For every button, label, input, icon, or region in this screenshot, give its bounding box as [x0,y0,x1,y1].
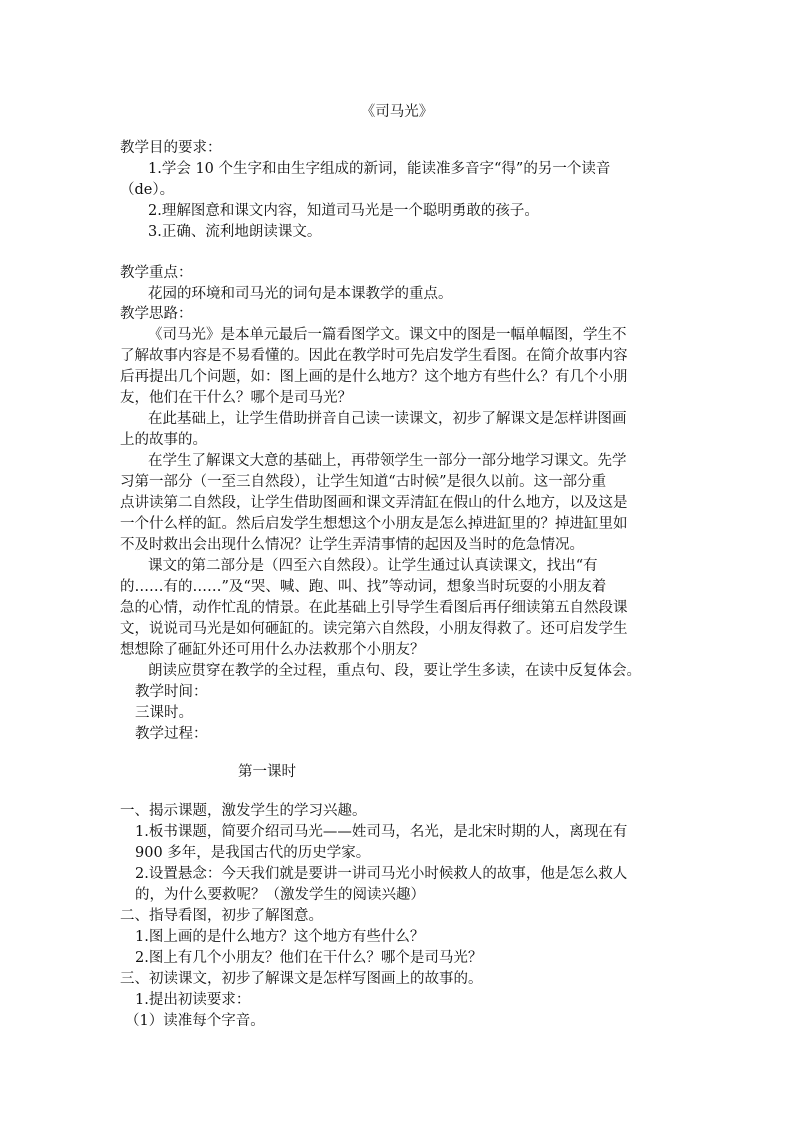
paragraph-line: 课文的第二部分是（四至六自然段）。让学生通过认真读课文，找出“有 [148,558,598,574]
page-title: 《司马光》 [360,104,434,120]
objective-1-cont: （de）。 [120,182,175,198]
lesson-heading: 第一课时 [238,764,296,780]
step-item: 1.板书课题，简要介绍司马光——姓司马，名光，是北宋时期的人，离现在有 [135,824,628,840]
objective-2: 2.理解图意和课文内容，知道司马光是一个聪明勇敢的孩子。 [148,203,539,219]
paragraph-line: 了解故事内容是不易看懂的。因此在教学时可先启发学生看图。在简介故事内容 [120,348,628,364]
step-heading-1: 一、揭示课题，激发学生的学习兴趣。 [120,803,367,819]
section-heading-process: 教学过程： [135,726,208,742]
paragraph-line: 友，他们在干什么？哪个是司马光？ [120,390,352,406]
paragraph-line: 在此基础上，让学生借助拼音自己读一读课文，初步了解课文是怎样讲图画 [148,411,627,427]
step-heading-2: 二、指导看图，初步了解图意。 [120,908,323,924]
section-heading-objectives: 教学目的要求： [120,140,222,156]
paragraph-line: 一个什么样的缸。然后启发学生想想这个小朋友是怎么掉进缸里的？掉进缸里如 [120,516,628,532]
paragraph-line: 不及时救出会出现什么情况？让学生弄清事情的起因及当时的危急情况。 [120,537,584,553]
step-heading-3: 三、初读课文，初步了解课文是怎样写图画上的故事的。 [120,971,483,987]
objective-3: 3.正确、流利地朗读课文。 [148,224,322,240]
step-subitem: （1）读准每个字音。 [125,1013,265,1029]
paragraph-line: 朗读应贯穿在教学的全过程，重点句、段，要让学生多读，在读中反复体会。 [148,663,641,679]
paragraph-line: 上的故事的。 [120,432,207,448]
step-item: 2.图上有几个小朋友？他们在干什么？哪个是司马光？ [135,950,483,966]
step-item: 1.提出初读要求： [135,992,251,1008]
time-text: 三课时。 [135,705,193,721]
section-heading-time: 教学时间： [135,684,208,700]
paragraph-line: 《司马光》是本单元最后一篇看图学文。课文中的图是一幅单幅图，学生不 [148,327,627,343]
step-item-cont: 的，为什么要救呢？（激发学生的阅读兴趣） [135,887,425,903]
paragraph-line: 习第一部分（一至三自然段），让学生知道“古时候”是很久以前。这一部分重 [120,474,607,490]
focus-text: 花园的环境和司马光的词句是本课教学的重点。 [148,286,453,302]
section-heading-approach: 教学思路： [120,306,193,322]
paragraph-line: 文，说说司马光是如何砸缸的。读完第六自然段，小朋友得救了。还可启发学生 [120,621,628,637]
step-item: 1.图上画的是什么地方？这个地方有些什么？ [135,929,425,945]
paragraph-line: 点讲读第二自然段，让学生借助图画和课文弄清缸在假山的什么地方，以及这是 [120,495,628,511]
objective-1: 1.学会 10 个生字和由生字组成的新词，能读准多音字“得”的另一个读音 [148,161,611,177]
step-item-cont: 900 多年，是我国古代的历史学家。 [135,845,371,861]
paragraph-line: 的……有的……”及“哭、喊、跑、叫、找”等动词，想象当时玩耍的小朋友着 [120,579,607,595]
section-heading-focus: 教学重点： [120,265,193,281]
paragraph-line: 急的心情，动作忙乱的情景。在此基础上引导学生看图后再仔细读第五自然段课 [120,600,628,616]
paragraph-line: 想想除了砸缸外还可用什么办法救那个小朋友？ [120,642,425,658]
step-item: 2.设置悬念：今天我们就是要讲一讲司马光小时候救人的故事，他是怎么救人 [135,866,628,882]
paragraph-line: 在学生了解课文大意的基础上，再带领学生一部分一部分地学习课文。先学 [148,453,627,469]
paragraph-line: 后再提出几个问题，如：图上画的是什么地方？这个地方有些什么？有几个小朋 [120,369,628,385]
